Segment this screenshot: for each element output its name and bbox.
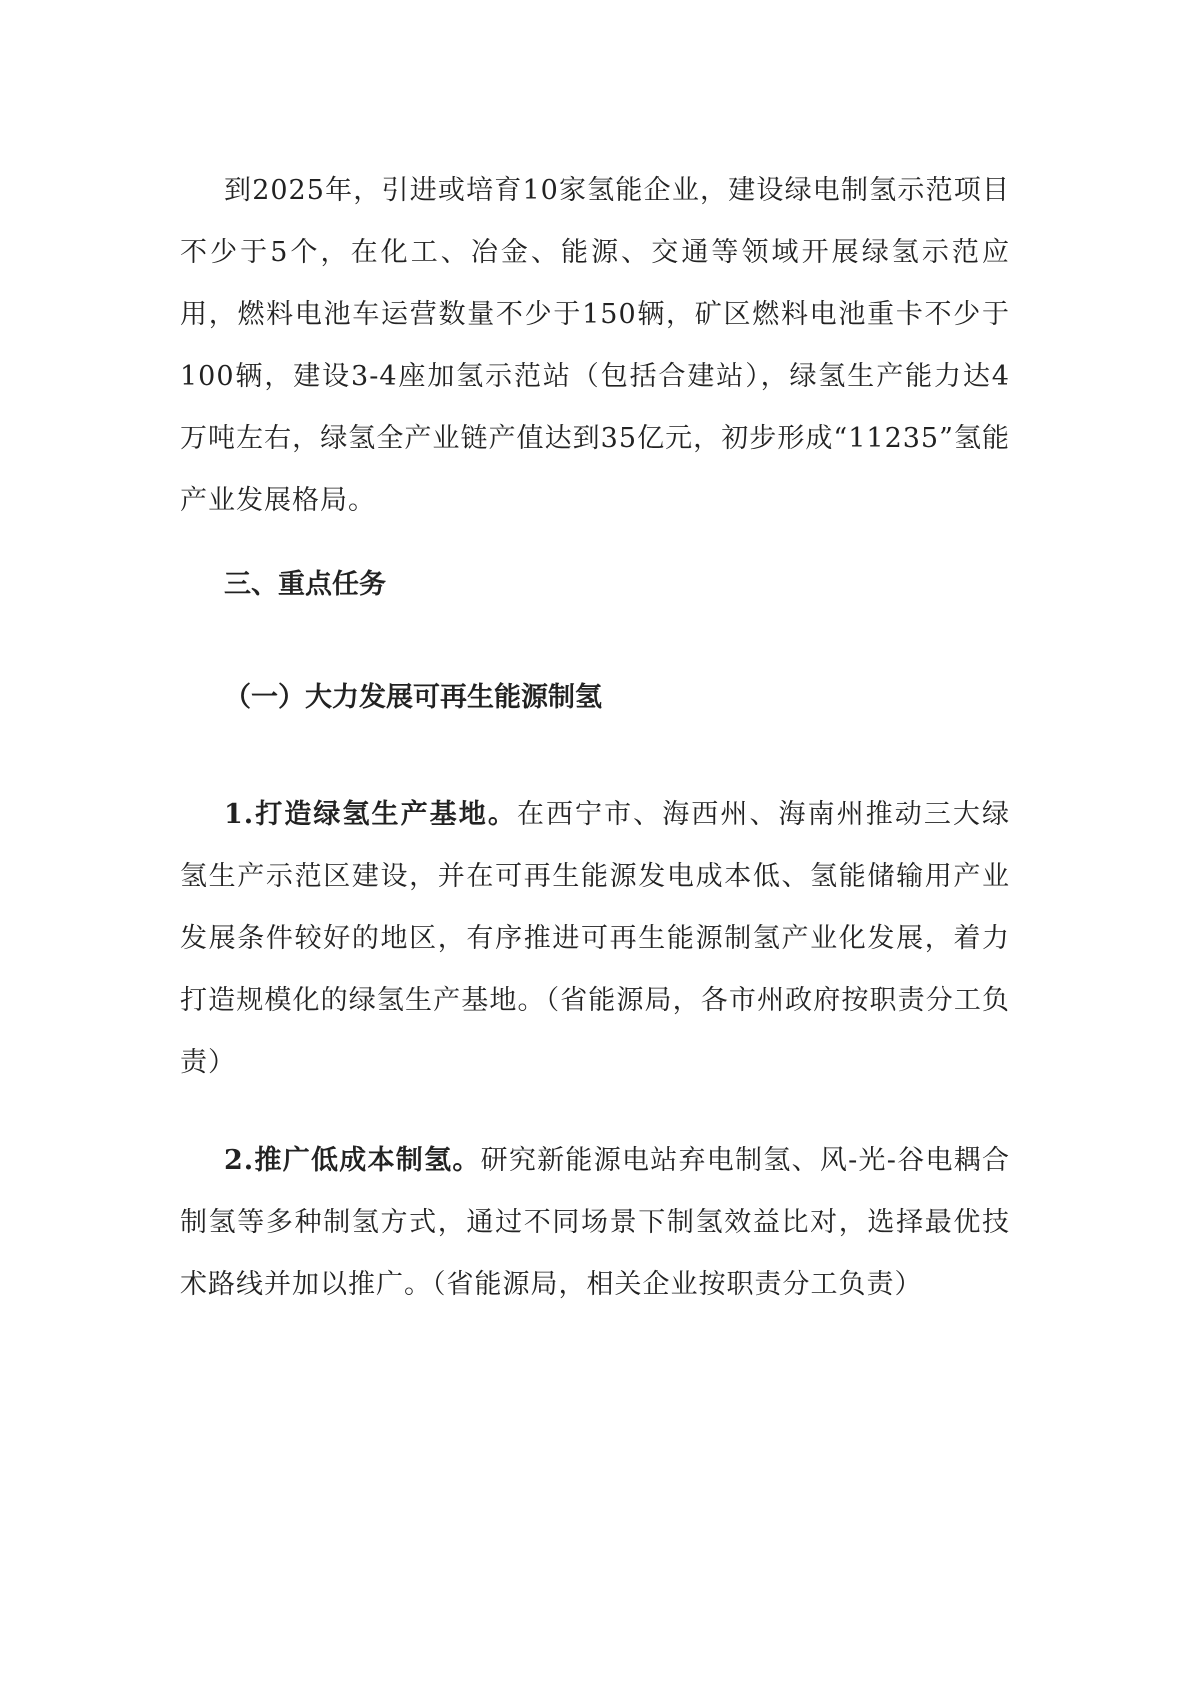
- task-1-title: 1.打造绿氢生产基地。: [224, 799, 517, 830]
- section-heading: 三、重点任务: [224, 569, 386, 600]
- subsection-heading: （一）大力发展可再生能源制氢: [224, 682, 602, 713]
- task-2-paragraph: [180, 1130, 1010, 1316]
- task-1-paragraph: [180, 784, 1010, 1094]
- task-1-body: 在西宁市、海西州、海南州推动三大绿氢生产示范区建设，并在可再生能源发电成本低、氢能储输用产业发展条件较好的地区，有序推进可再生能源制氢产业化发展，着力打造规模化的绿氢生产基地。（省能源局，各市州政府按职责分工负责）: [180, 799, 1011, 1078]
- goals-paragraph: 到2025年，引进或培育10家氢能企业，建设绿电制氢示范项目不少于5个，在化工、冶金、能源、交通等领域开展绿氢示范应用，燃料电池车运营数量不少于150辆，矿区燃料电池重卡不少于100辆，建设3-4座加氢示范站（包括合建站），绿氢生产能力达4万吨左右，绿氢全产业链产值达到35亿元，初步形成“11235”氢能产业发展格局。: [180, 175, 1010, 516]
- task-2-body: 研究新能源电站弃电制氢、风-光-谷电耦合制氢等多种制氢方式，通过不同场景下制氢效益比对，选择最优技术路线并加以推广。（省能源局，相关企业按职责分工负责）: [180, 1145, 1011, 1300]
- task-2-title: 2.推广低成本制氢。: [224, 1145, 481, 1176]
